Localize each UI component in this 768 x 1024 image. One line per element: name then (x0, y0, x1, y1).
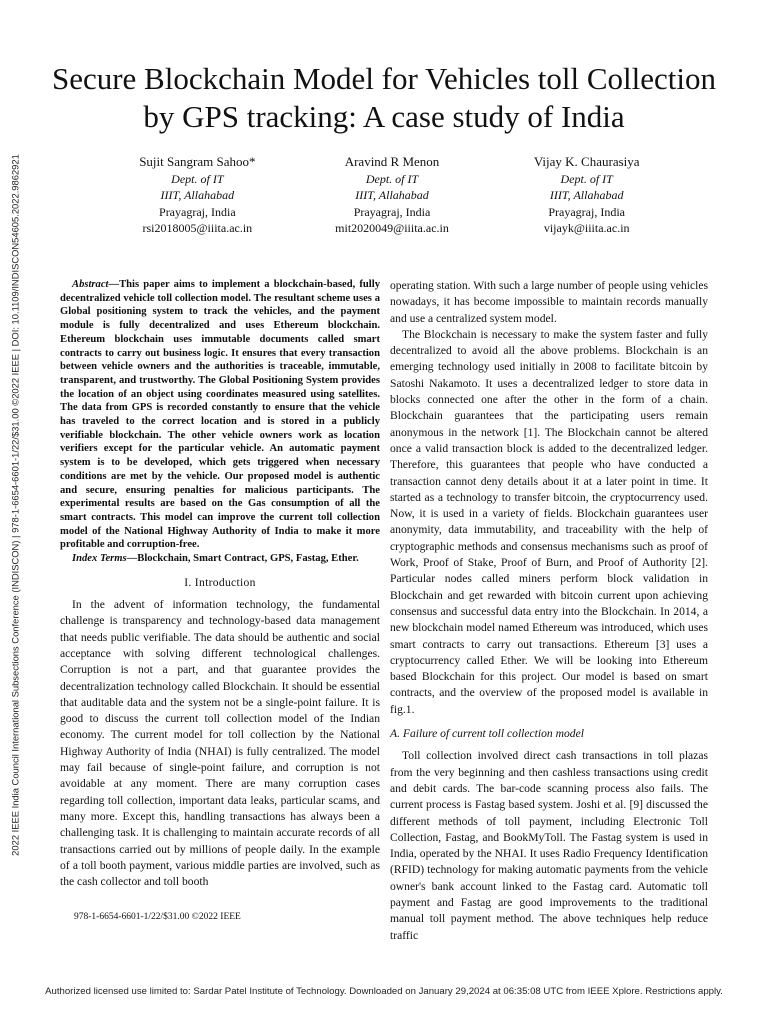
section-heading: I. Introduction (184, 575, 256, 589)
author-email: vijayk@iiita.ac.in (543, 221, 630, 235)
author-name: Aravind R Menon (344, 154, 440, 169)
index-terms-text: —Blockchain, Smart Contract, GPS, Fastag, Ether. (126, 553, 359, 565)
subsection-heading: A. Failure of current toll collection model (390, 727, 584, 741)
author-dept: Dept. of IT (171, 171, 224, 186)
author-city: Prayagraj, India (159, 204, 236, 219)
author-institute: IIIT, Allahabad (549, 188, 624, 202)
abstract-label: Abstract (72, 279, 109, 290)
left-column (60, 278, 380, 890)
author-email: mit2020049@iiita.ac.in (335, 221, 449, 235)
right-column (390, 278, 708, 944)
doi-strip-text: 2022 IEEE India Council International Subsections Conference (INDISCON) | 978-1-6654-6601-1/22/$31.00 ©2022 IEEE | DOI: 10.1109/INDISCON54605.2022.9862921 (9, 154, 21, 856)
side-metadata-strip (8, 150, 22, 860)
license-footer: Authorized licensed use limited to: Sardar Patel Institute of Technology. Downloaded on January 29,2024 at 06:35:08 UTC from IEEE Xplore. Restrictions apply. (45, 986, 723, 997)
author-city: Prayagraj, India (548, 204, 625, 219)
author-dept: Dept. of IT (560, 171, 613, 186)
author-institute: IIIT, Allahabad (160, 188, 235, 202)
abstract-text: —This paper aims to implement a blockchain-based, fully decentralized vehicle toll collection model. The resultant scheme uses a Global positioning system to track the vehicles, and the payment module is fully decentralized and uses Ethereum blockchain. Ethereum blockchain uses immutable documents called smart contracts to carry out business logic. It ensures that every transaction between vehicle owners and the authorities is traceable, immutable, transparent, and trustworthy. The Global Positioning System provides the location of an object using coordinates measured using satellites. The data from GPS is recorded constantly to ensure that the vehicle has traveled to the correct location and is stored in a publicly verifiable blockchain. The other vehicle owners work as location verifiers except for the particular vehicle. An automatic payment system is to be developed, which gets triggered when necessary conditions are met by the vehicle. Our proposed model is authentic and secure, ensuring penalties for malicious participants. The experimental results are based on the Gas consumption of all the smart contracts. This model can improve the current toll collection model of the National Highway Authority of India to make it more profitable and corruption-free. (60, 279, 380, 551)
author-name: Vijay K. Chaurasiya (533, 154, 640, 169)
paragraph-continued: operating station. With such a large number of people using vehicles nowadays, it has become impossible to maintain records manually and use a centralized system model. (390, 279, 708, 325)
author-institute: IIIT, Allahabad (355, 188, 429, 202)
index-terms-label: Index Terms (72, 553, 127, 565)
author-2 (295, 154, 490, 237)
author-block (100, 154, 684, 237)
intro-paragraph: In the advent of information technology, the fundamental challenge is transparency and technology-based data management that needs public verifiable. The data should be authentic and social acceptance with solving different technological challenges. Corruption is not a part, and that guarantee provides the decentralization technology called Blockchain. It should be essential that auditable data and the system not be a single-point failure. It is good to discuss the current toll collection model of the Indian economy. The current model for toll collection by the National Highway Authority of India (NHAI) is fully centralized. The model may fail because of single-point failure, and corruption is not avoidable at any moment. There are many corruption cases regarding toll collection, important data leaks, particular scams, and many more. Except this, handling transactions has always been a challenging task. It is challenging to maintain accurate records of all transactions carried out by millions of people daily. In the example of a toll booth payment, various middle parties are involved, such as the cash collector and toll booth (60, 598, 380, 889)
paper-title: Secure Blockchain Model for Vehicles toll Collection by GPS tracking: A case study of India (51, 61, 717, 134)
author-email: rsi2018005@iiita.ac.in (142, 221, 253, 235)
author-dept: Dept. of IT (365, 171, 419, 186)
copyright-note: 978-1-6654-6601-1/22/$31.00 ©2022 IEEE (74, 912, 241, 922)
blockchain-paragraph: The Blockchain is necessary to make the system faster and fully decentralized to avoid all the above problems. Blockchain is an emerging technology used initially in 2008 to facilitate bitcoin by Satoshi Nakamoto. It uses a decentralized ledger to store data in blocks connected one after the other in the form of a chain. Blockchain guarantees that the participating users remain anonymous in the network [1]. The Blockchain cannot be altered once a valid transaction block is added to the decentralized ledger. Therefore, this guarantees that people who have conducted a transaction cannot deny details about it at a later point in time. It started as a technology to transfer bitcoin, the cryptocurrency used. Now, it is used in a variety of fields. Blockchain guarantees user anonymity, data immutability, and traceability with the help of cryptographic methods and consensus mechanisms such as proof of Work, Proof of Stake, Proof of Burn, and Proof of Authority [2]. Particular nodes called miners perform block validation in Blockchain and get rewarded with bitcoin current upon achieving consensus and successful data entry into the Blockchain. In 2014, a new blockchain model named Ethereum was introduced, which uses smart contracts to carry out transactions. Ethereum [3] uses a cryptocurrency called Ether. We will be looking into Ethereum based Blockchain for this project. Our model is based on smart contracts, and the overview of the proposed model is available in fig.1. (390, 327, 708, 716)
author-3 (489, 154, 684, 237)
author-1 (100, 154, 295, 237)
abstract (60, 278, 380, 552)
author-city: Prayagraj, India (353, 204, 431, 219)
toll-paragraph: Toll collection involved direct cash transactions in toll plazas from the very beginning and then cashless transactions using credit and debit cards. The bar-code scanning process also fails. The current process is Fastag based system. Joshi et al. [9] discussed the different methods of toll payment, including Electronic Toll Collection, Fastag, and BookMyToll. The Fastag system is used in India, operated by the NHAI. It uses Radio Frequency Identification (RFID) technology for making automatic payments from the vehicle owner's bank account linked to the Fastag card. Automatic toll payment and Fastag are good improvements to the traditional manual toll payment method. The above techniques help reduce traffic (390, 749, 708, 942)
author-name: Sujit Sangram Sahoo* (139, 154, 256, 169)
index-terms (60, 552, 380, 566)
